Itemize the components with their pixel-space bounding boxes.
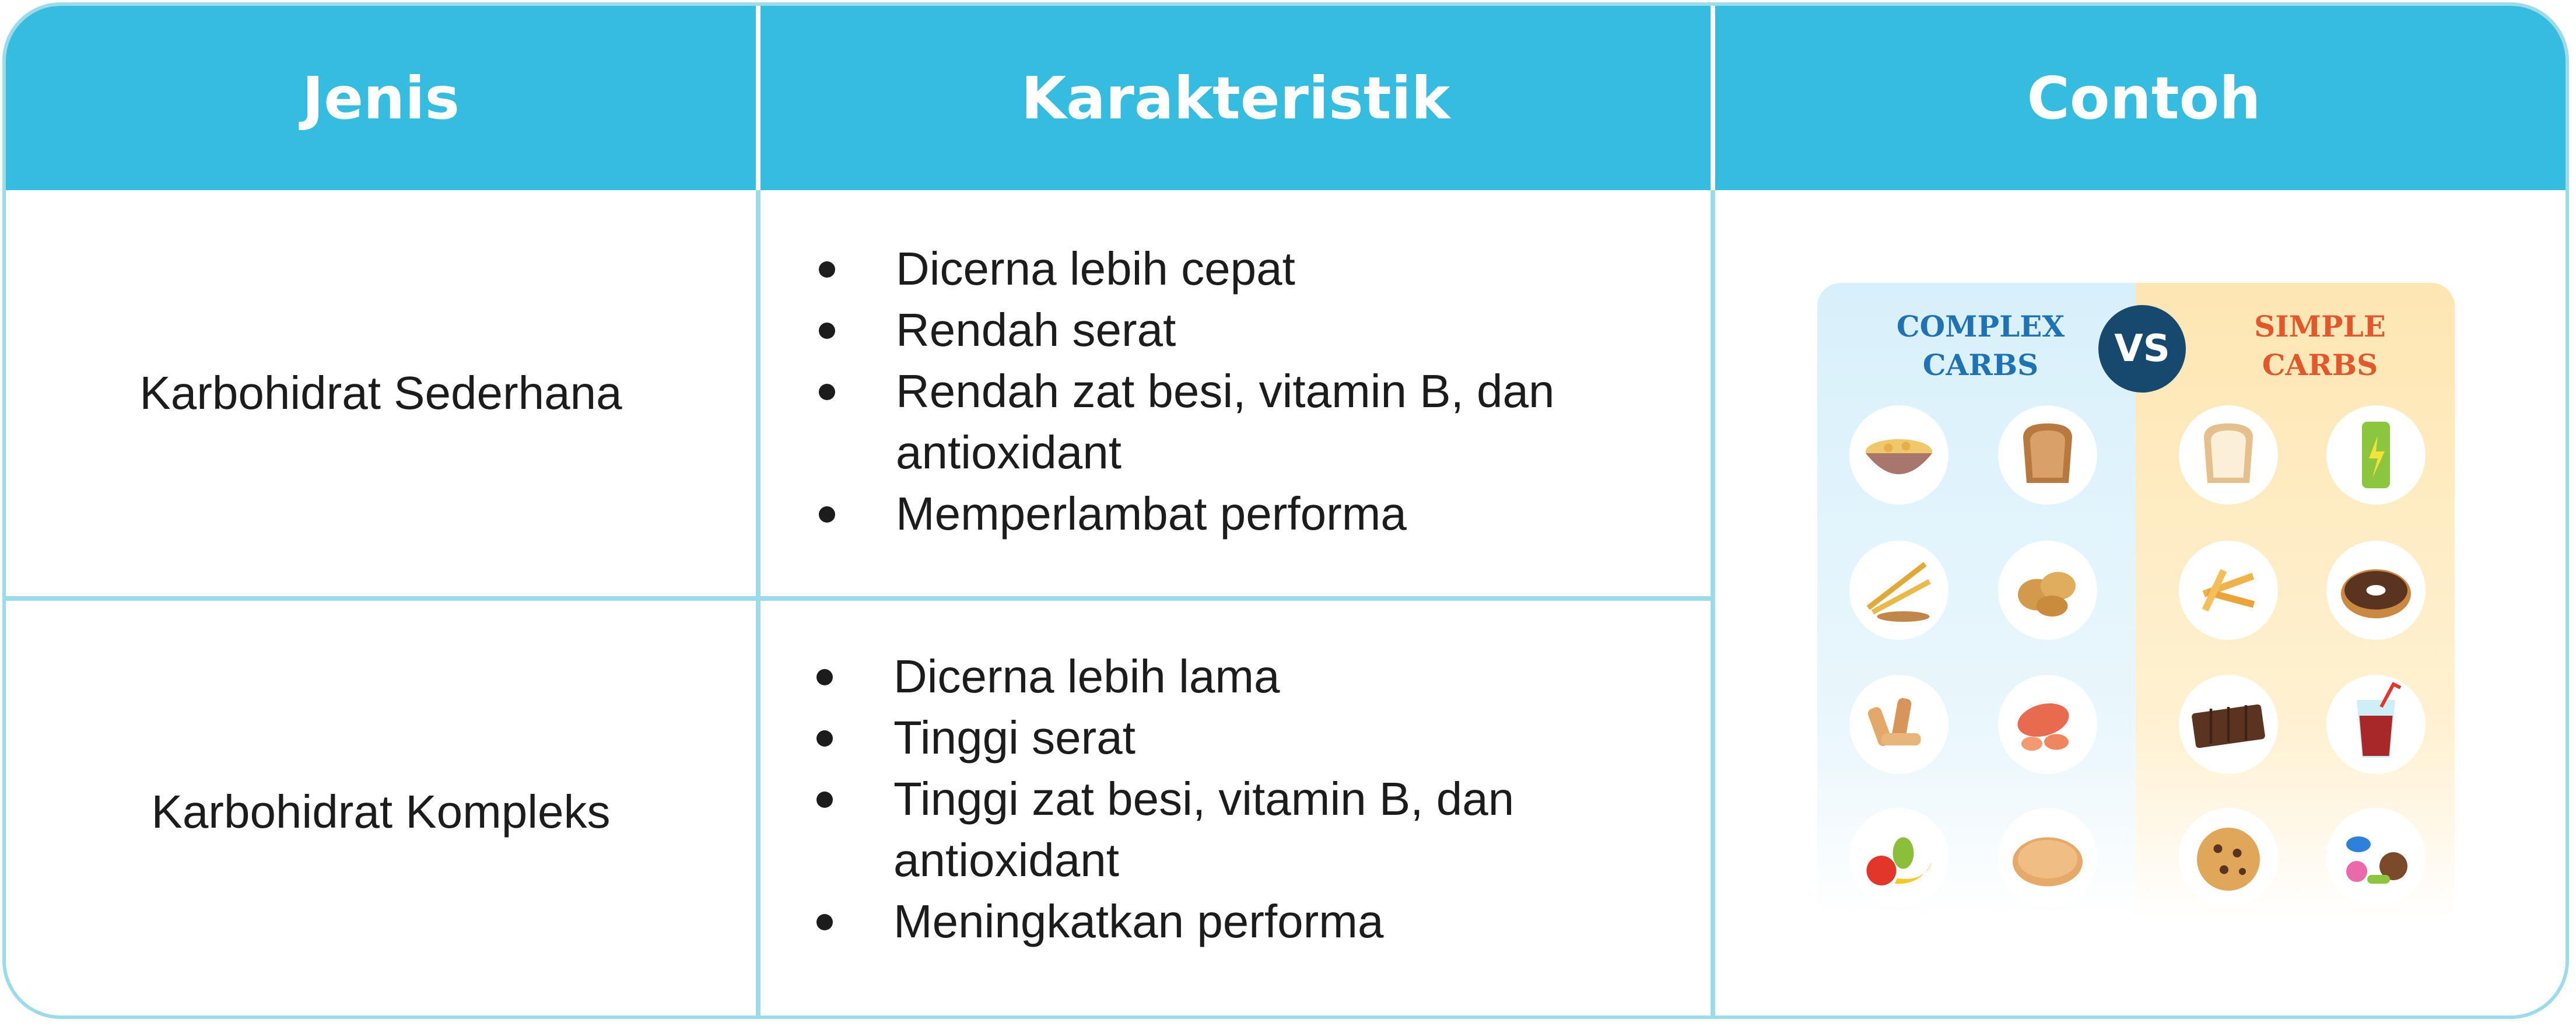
header-karakteristik: Karakteristik <box>760 6 1711 190</box>
list-item: Dicerna lebih lama <box>812 646 1675 707</box>
french-fries-icon <box>2179 541 2278 640</box>
sweet-potato-icon <box>1998 675 2097 774</box>
oatmeal-bowl-icon <box>1849 405 1948 505</box>
list-item: Meningkatkan performa <box>812 891 1675 952</box>
energy-drink-icon <box>2326 405 2426 505</box>
carbs-infographic <box>1817 283 2455 922</box>
soda-glass-icon <box>2326 675 2426 774</box>
vs-badge: VS <box>2098 305 2186 393</box>
list-karakteristik-kompleks <box>812 646 1675 952</box>
potatoes-icon <box>1998 541 2097 640</box>
header-jenis: Jenis <box>6 6 756 190</box>
cell-jenis-sederhana <box>6 190 756 596</box>
fruits-icon <box>1849 808 1948 907</box>
cookie-icon <box>2179 808 2278 907</box>
pasta-icon <box>1849 675 1948 774</box>
whole-grain-bread-icon <box>1998 405 2097 505</box>
list-item: Tinggi serat <box>812 707 1675 768</box>
jenis-label: Karbohidrat Sederhana <box>139 367 622 419</box>
donut-icon <box>2326 541 2426 640</box>
list-item: Rendah zat besi, vitamin B, dan antioxidant <box>814 360 1677 483</box>
cell-jenis-kompleks <box>6 601 756 1019</box>
wheat-grains-icon <box>1849 541 1948 640</box>
row-divider <box>6 596 1711 601</box>
list-item: Dicerna lebih cepat <box>814 238 1677 299</box>
column-divider <box>1711 190 1715 1016</box>
header-divider <box>756 6 760 190</box>
complex-carbs-title: COMPLEX CARBS <box>1896 309 2065 382</box>
simple-carbs-title: SIMPLE CARBS <box>2254 309 2386 382</box>
carbohydrate-table <box>2 2 2569 1019</box>
list-item: Tinggi zat besi, vitamin B, dan antioxidant <box>812 768 1675 891</box>
list-item: Rendah serat <box>814 299 1677 360</box>
candies-icon <box>2326 808 2426 907</box>
jenis-label: Karbohidrat Kompleks <box>151 785 611 838</box>
chocolate-bar-icon <box>2179 675 2278 774</box>
header-contoh: Contoh <box>1715 6 2569 190</box>
flatbread-icon <box>1998 808 2097 907</box>
list-karakteristik-sederhana <box>814 238 1677 544</box>
header-divider <box>1711 6 1715 190</box>
list-item: Memperlambat performa <box>814 483 1677 544</box>
white-bread-icon <box>2179 405 2278 505</box>
column-divider <box>756 190 760 1016</box>
